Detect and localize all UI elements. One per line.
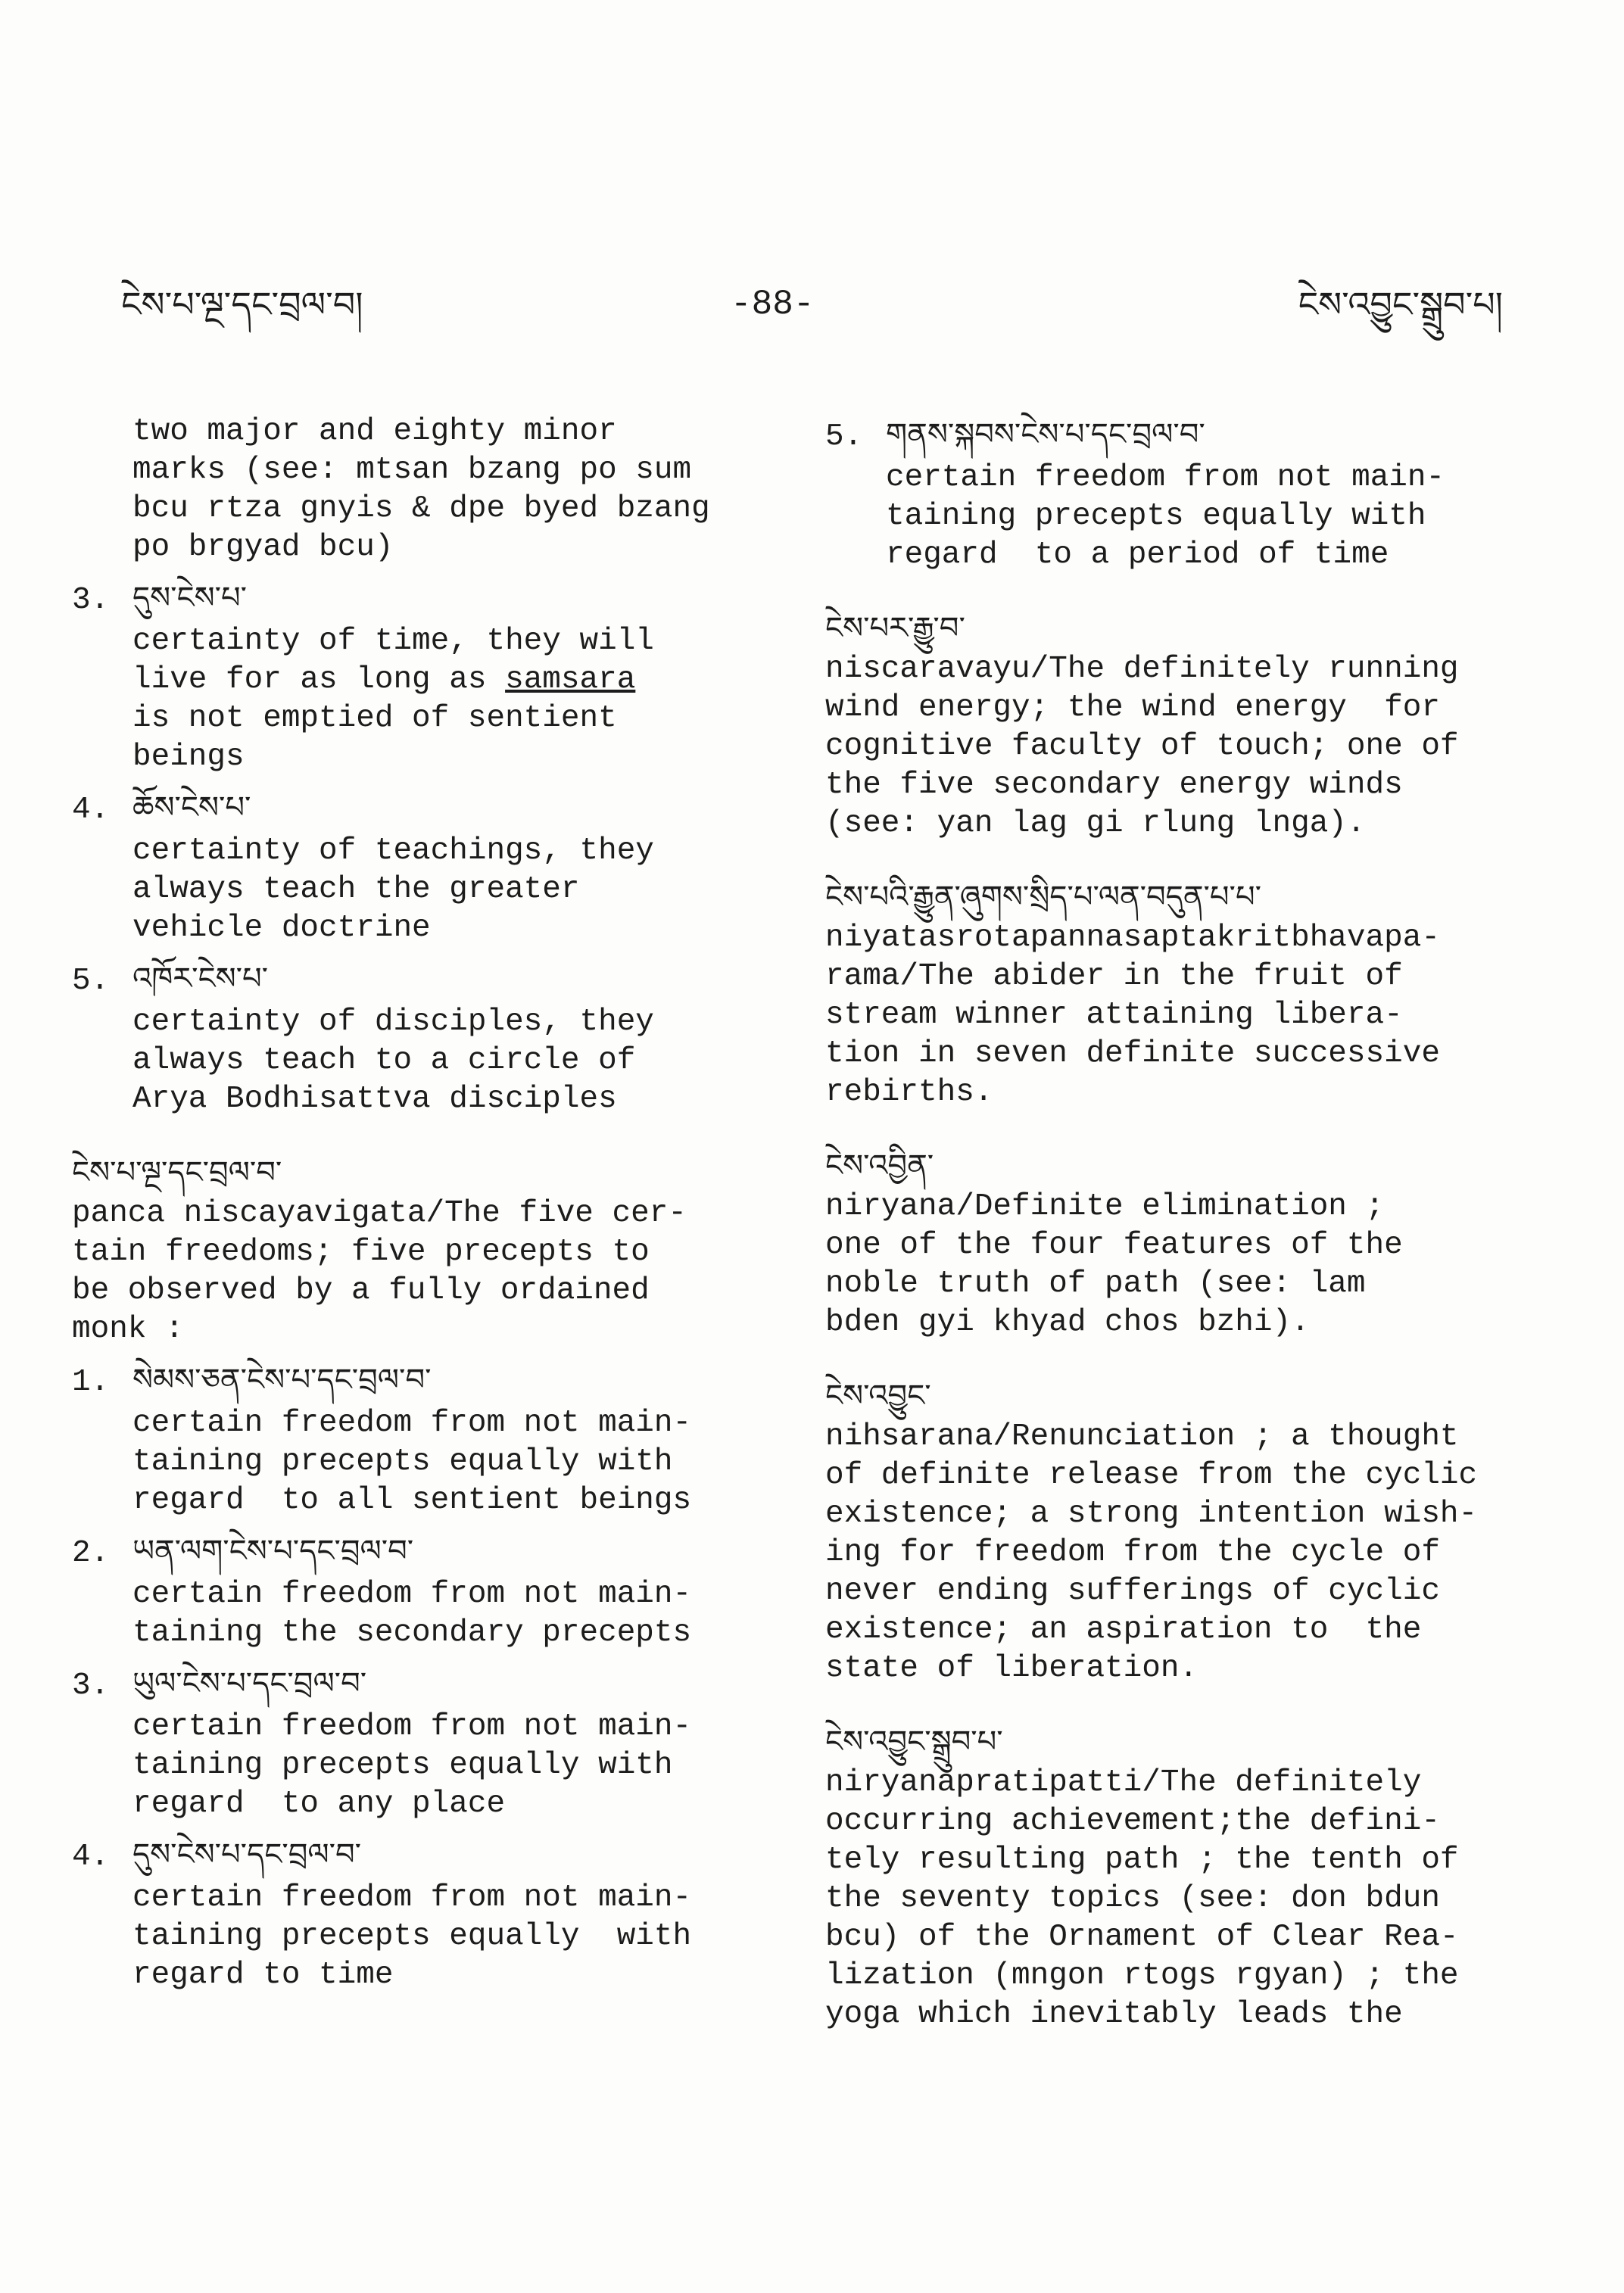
tibetan-term: དུས་ངེས་པ་དང་བྲལ་བ་: [132, 1837, 362, 1872]
text-line: is not emptied of sentient: [132, 701, 617, 736]
text-line: regard to a period of time: [886, 537, 1389, 572]
text-line: two major and eighty minor: [132, 414, 617, 449]
underlined-term: samsara: [505, 662, 636, 697]
text-line: the seventy topics (see: don bdun: [825, 1881, 1440, 1916]
item-number: 5.: [825, 419, 863, 454]
text-line: tain freedoms; five precepts to: [72, 1235, 650, 1270]
text-line: niryanapratipatti/The definitely: [825, 1765, 1422, 1800]
text-line: nihsarana/Renunciation ; a thought: [825, 1419, 1459, 1454]
text-line: certain freedom from not main-: [132, 1709, 692, 1744]
text-line: rama/The abider in the fruit of: [825, 959, 1403, 994]
text-line: ing for freedom from the cycle of: [825, 1535, 1440, 1570]
text-line: existence; an aspiration to the: [825, 1612, 1422, 1647]
text-line: niscaravayu/The definitely running: [825, 652, 1459, 687]
text-line: state of liberation.: [825, 1651, 1199, 1686]
dictionary-entry: [825, 875, 1545, 1112]
headword: ངེས་པའི་རྒྱུན་ཞུགས་སྲིད་པ་ལན་བདུན་པ་པ་: [825, 880, 1261, 914]
item-number: 5.: [72, 964, 110, 999]
numbered-item: [72, 1529, 753, 1653]
text-line: regard to any place: [132, 1787, 506, 1821]
text-line: live for as long as samsara: [132, 662, 636, 697]
tibetan-term: གནས་སྐབས་ངེས་པ་དང་བྲལ་བ་: [886, 417, 1205, 452]
left-column: [72, 413, 753, 1995]
text-line: bcu rtza gnyis & dpe byed bzang: [132, 491, 710, 526]
tibetan-term: འཁོར་ངེས་པ་: [132, 961, 269, 996]
numbered-item: [825, 413, 1545, 575]
tibetan-term: དུས་ངེས་པ་: [132, 581, 248, 615]
text-line: noble truth of path (see: lam: [825, 1266, 1366, 1301]
tibetan-term: ཆོས་ངེས་པ་: [132, 790, 251, 825]
headword: ངེས་པ་ལྔ་དང་བྲལ་བ་: [72, 1155, 282, 1190]
text-line: marks (see: mtsan bzang po sum: [132, 453, 692, 488]
text-line: vehicle doctrine: [132, 911, 431, 946]
text-line: regard to all sentient beings: [132, 1483, 692, 1518]
text-line: taining the secondary precepts: [132, 1615, 692, 1650]
item-number: 4.: [72, 793, 110, 827]
running-head-right: ངེས་འབྱུང་སྒྲུབ་པ།: [1298, 284, 1503, 325]
text-line: stream winner attaining libera-: [825, 998, 1403, 1033]
text-line: certain freedom from not main-: [132, 1880, 692, 1915]
text-line: certainty of teachings, they: [132, 833, 654, 868]
text-line: (see: yan lag gi rlung lnga).: [825, 806, 1366, 841]
text-line: existence; a strong intention wish-: [825, 1497, 1478, 1531]
text-line: yoga which inevitably leads the: [825, 1997, 1403, 2032]
dictionary-entry: [72, 1151, 753, 1995]
text-line: certain freedom from not main-: [132, 1406, 692, 1441]
running-head-left: ངེས་པ་ལྔ་དང་བྲལ་བ།: [121, 284, 363, 325]
text-line: the five secondary energy winds: [825, 768, 1403, 802]
item-number: 2.: [72, 1536, 110, 1571]
item-number: 3.: [72, 1668, 110, 1703]
text-line: rebirths.: [825, 1075, 993, 1110]
text-line: certain freedom from not main-: [886, 460, 1445, 495]
numbered-item: [72, 1358, 753, 1520]
text-line: panca niscayavigata/The five cer-: [72, 1196, 687, 1231]
numbered-item: [72, 576, 753, 777]
headword: ངེས་པར་རྒྱུ་བ་: [825, 611, 965, 646]
text-line: bcu) of the Ornament of Clear Rea-: [825, 1920, 1459, 1955]
text-line: lization (mngon rtogs rgyan) ; the: [825, 1958, 1459, 1993]
continuation-text: [72, 413, 753, 567]
tibetan-term: སེམས་ཅན་ངེས་པ་དང་བྲལ་བ་: [132, 1363, 432, 1397]
text-line: taining precepts equally with: [886, 499, 1426, 534]
text-line: taining precepts equally with: [132, 1748, 673, 1783]
text-line: niryana/Definite elimination ;: [825, 1189, 1385, 1224]
text-line: niyatasrotapannasaptakritbhavapa-: [825, 921, 1440, 955]
text-line: taining precepts equally with: [132, 1444, 673, 1479]
text-line: occurring achievement;the defini-: [825, 1804, 1440, 1839]
item-number: 1.: [72, 1365, 110, 1400]
text-line: tion in seven definite successive: [825, 1036, 1440, 1071]
text-line: wind energy; the wind energy for: [825, 690, 1440, 725]
dictionary-entry: [825, 1374, 1545, 1688]
numbered-item: [72, 786, 753, 948]
text-line: tely resulting path ; the tenth of: [825, 1843, 1459, 1877]
text-line: certainty of time, they will: [132, 624, 654, 659]
text-line: taining precepts equally with: [132, 1919, 692, 1954]
text-line: beings: [132, 740, 245, 774]
headword: ངེས་འབྱིན་: [825, 1148, 934, 1183]
numbered-item: [72, 1833, 753, 1995]
text-line: regard to time: [132, 1958, 394, 1992]
dictionary-entry: [825, 1144, 1545, 1342]
tibetan-term: ཡན་ལག་ངེས་པ་དང་བྲལ་བ་: [132, 1534, 414, 1569]
tibetan-term: ཡུལ་ངེས་པ་དང་བྲལ་བ་: [132, 1666, 367, 1701]
text-line: certain freedom from not main-: [132, 1577, 692, 1612]
text-line: always teach to a circle of: [132, 1043, 636, 1078]
numbered-item: [72, 957, 753, 1119]
text-line: certainty of disciples, they: [132, 1005, 654, 1039]
text-line: of definite release from the cyclic: [825, 1458, 1478, 1493]
headword: ངེས་འབྱུང་སྒྲུབ་པ་: [825, 1724, 1003, 1759]
text-line: one of the four features of the: [825, 1228, 1403, 1263]
item-number: 3.: [72, 583, 110, 618]
text-line: always teach the greater: [132, 872, 580, 907]
text-line: cognitive faculty of touch; one of: [825, 729, 1459, 764]
item-number: 4.: [72, 1840, 110, 1874]
text-line: never ending sufferings of cyclic: [825, 1574, 1440, 1609]
text-line: po brgyad bcu): [132, 530, 394, 565]
text-line: bden gyi khyad chos bzhi).: [825, 1305, 1310, 1340]
text-line: be observed by a fully ordained: [72, 1273, 650, 1308]
numbered-item: [72, 1662, 753, 1824]
dictionary-entry: [825, 1720, 1545, 2034]
dictionary-entry: [825, 606, 1545, 843]
text-line: Arya Bodhisattva disciples: [132, 1082, 617, 1117]
right-column: [825, 413, 1545, 2034]
headword: ངེས་འབྱུང་: [825, 1379, 931, 1413]
text-line: monk :: [72, 1312, 184, 1347]
page-number: -88-: [731, 285, 815, 324]
